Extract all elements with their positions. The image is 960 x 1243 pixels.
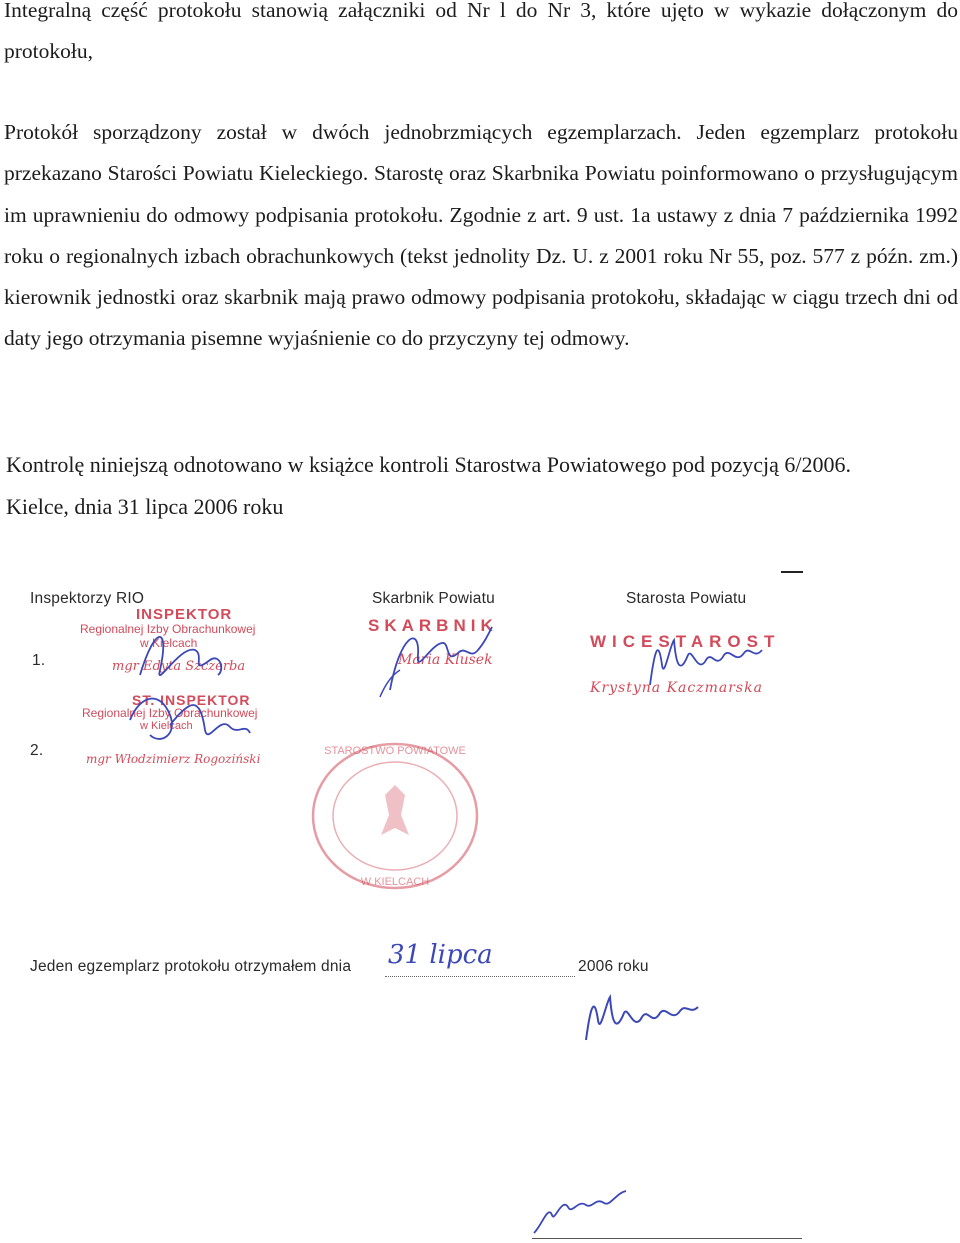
bottom-signature-icon (528, 1185, 638, 1240)
inspector-stamp-org: Regionalnej Izby Obrachunkowej (80, 622, 256, 636)
inspector-number-2: 2. (30, 742, 44, 759)
paragraph-protocol: Protokół sporządzony został w dwóch jednobrzmiących egzemplarzach. Jeden egzemplarz protokołu przekazano Starości Powiatu Kieleckiego. Starostę oraz Skarbnika Powiatu poinformowano o przysługującym im uprawnieniu do odmowy podpisania protokołu. Zgodnie z art. 9 ust. 1a ustawy z dnia 7 października 1992 roku o regionalnych izbach obrachunkowych (tekst jednolity Dz. U. z 2001 roku Nr 55, poz. 577 z późn. zm.) kierownik jednostki oraz skarbnik mają prawo odmowy podpisania protokołu, składając w ciągu trzech dni od daty jego otrzymania pisemne wyjaśnienie co do przyczyny tej odmowy. (4, 120, 958, 351)
seal-text-top: STAROSTWO POWIATOWE (324, 745, 466, 757)
recipient-signature-icon (578, 985, 708, 1055)
receipt-date-line (385, 976, 575, 977)
paragraph-attachments: Integralną część protokołu stanowią załączniki od Nr l do Nr 3, które ujęto w wykazie dołączonym do protokołu, (4, 0, 958, 64)
inspector-name-2: mgr Włodzimierz Rogoziński (86, 752, 261, 766)
starost-signature-icon (640, 625, 780, 695)
bottom-rule (532, 1238, 802, 1239)
treasurer-signature-icon (370, 615, 510, 705)
dash-mark (781, 571, 803, 573)
inspector-signatures-icon (100, 615, 300, 785)
inspector-stamp2-org: Regionalnej Izby Obrachunkowej (82, 706, 258, 720)
inspectors-label: Inspektorzy RIO (30, 590, 145, 607)
starost-name: Krystyna Kaczmarska (590, 680, 763, 696)
inspector-stamp-city: w Kielcach (140, 636, 198, 650)
seal-text-bottom: W KIELCACH (360, 876, 430, 888)
control-text: Kontrolę niniejszą odnotowano w książce kontroli Starostwa Powiatowego pod pozycją 6/2006. (6, 452, 851, 477)
starost-label: Starosta Powiatu (626, 590, 747, 607)
place-date: Kielce, dnia 31 lipca 2006 roku (6, 493, 284, 519)
inspector-stamp2-title: ST. INSPEKTOR (132, 692, 251, 708)
treasurer-name: Maria Klusek (398, 652, 493, 668)
paragraph-control (6, 444, 960, 527)
inspector-stamp-title: INSPEKTOR (136, 606, 233, 623)
receipt-handwritten-date: 31 lipca (388, 940, 493, 970)
inspector-name-1: mgr Edyta Szczerba (112, 659, 246, 674)
official-seal-icon (305, 740, 485, 895)
treasurer-label: Skarbnik Powiatu (372, 590, 495, 607)
receipt-year: 2006 roku (578, 958, 649, 975)
inspector-stamp2-city: w Kielcach (140, 720, 193, 732)
treasurer-stamp-title: SKARBNIK (368, 616, 498, 635)
starost-stamp-title: WICESTAROST (590, 632, 781, 651)
receipt-text: Jeden egzemplarz protokołu otrzymałem dnia (30, 958, 352, 975)
inspector-number-1: 1. (32, 652, 46, 669)
